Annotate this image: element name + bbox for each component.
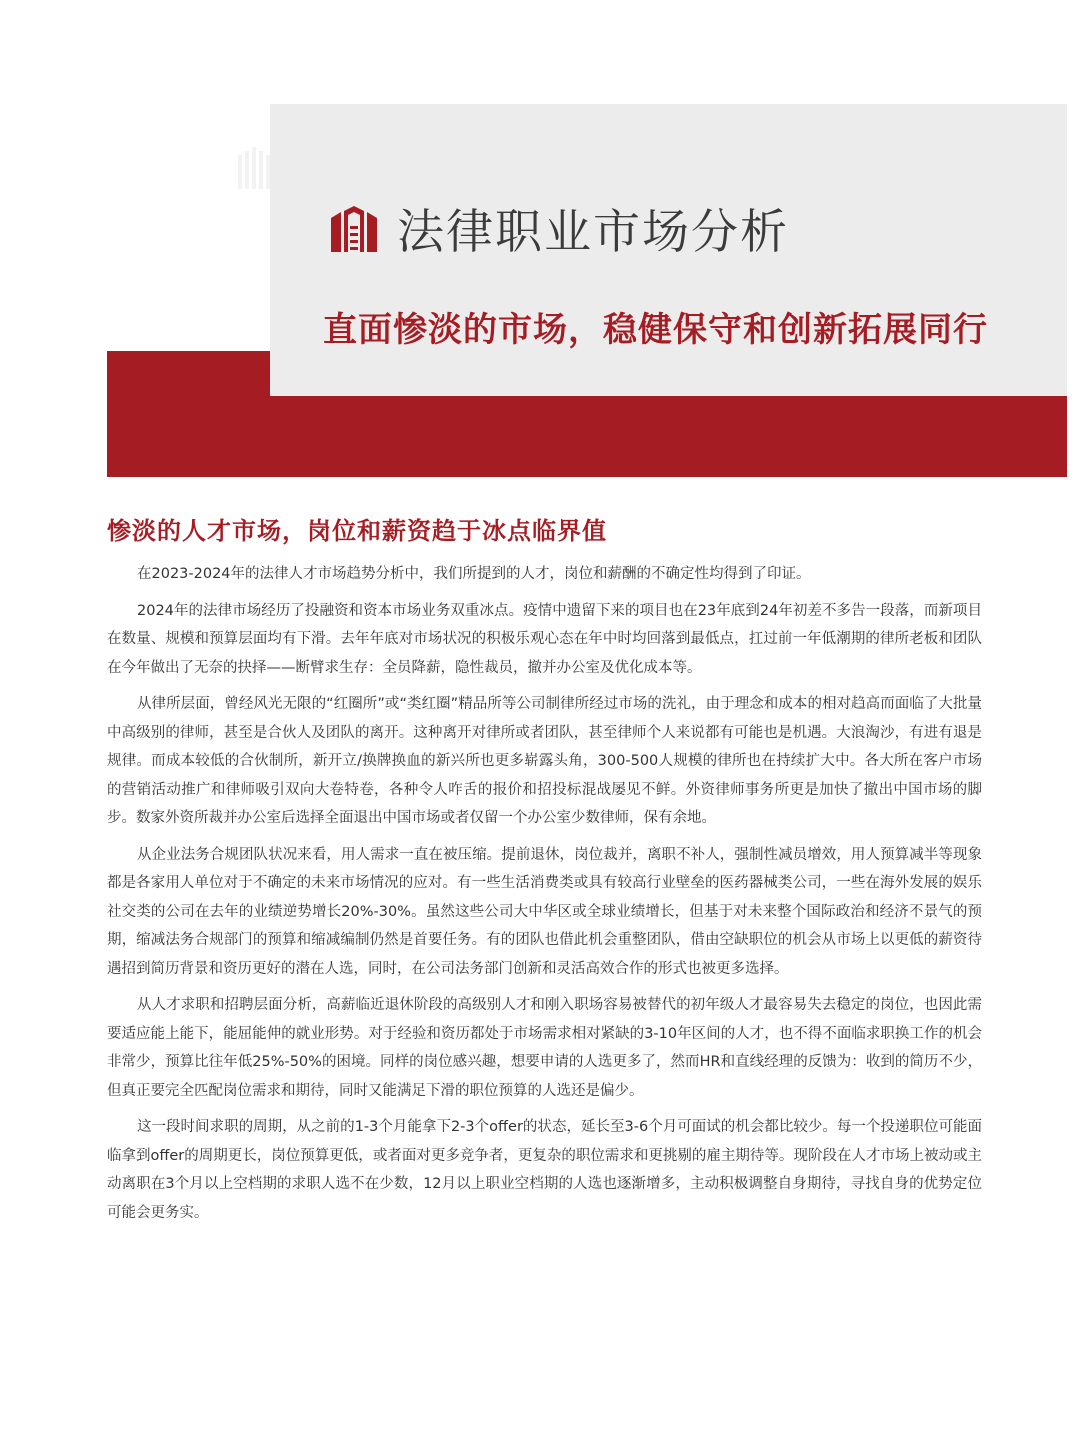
paragraph: 从律所层面，曾经风光无限的“红圈所”或“类红圈”精品所等公司制律所经过市场的洗礼，由于理念和成本的相对趋高而面临了大批量中高级别的律师，甚至是合伙人及团队的离开。这种离开对律所或者团队，甚至律师个人来说都有可能也是机遇。大浪淘沙，有进有退是规律。而成本较低的合伙制所，新开立/换牌换血的新兴所也更多崭露头角，300-500人规模的律所也在持续扩大中。各大所在客户市场的营销活动推广和律师吸引双向大卷特卷，各种令人咋舌的报价和招投标混战屡见不鲜。外资律师事务所更是加快了撤出中国市场的脚步。数家外资所裁并办公室后选择全面退出中国市场或者仅留一个办公室少数律师，保有余地。 bbox=[107, 696, 982, 826]
paragraph: 从人才求职和招聘层面分析，高薪临近退休阶段的高级别人才和刚入职场容易被替代的初年级人才最容易失去稳定的岗位，也因此需要适应能上能下，能屈能伸的就业形势。对于经验和资历都处于市场需求相对紧缺的3-10年区间的人才，也不得不面临求职换工作的机会非常少，预算比往年低25%-50%的困境。同样的岗位感兴趣，想要申请的人选更多了，然而HR和直线经理的反馈为：收到的简历不少，但真正要完全匹配岗位需求和期待，同时又能满足下滑的职位预算的人选还是偏少。 bbox=[107, 997, 982, 1099]
paragraph: 在2023-2024年的法律人才市场趋势分析中，我们所提到的人才，岗位和薪酬的不确定性均得到了印证。 bbox=[137, 566, 811, 582]
paragraph: 这一段时间求职的周期，从之前的1-3个月能拿下2-3个offer的状态，延长至3-6个月可面试的机会都比较少。每一个投递职位可能面临拿到offer的周期更长，岗位预算更低，或者面对更多竞争者，更复杂的职位需求和更挑剔的雇主期待等。现阶段在人才市场上被动或主动离职在3个月以上空档期的求职人选不在少数，12月以上职业空档期的人选也逐渐增多，主动积极调整自身期待，寻找自身的优势定位可能会更务实。 bbox=[107, 1119, 982, 1221]
page-subtitle: 直面惨淡的市场，稳健保守和创新拓展同行 bbox=[323, 310, 988, 350]
watermark-logo-icon bbox=[236, 145, 272, 191]
firm-logo-icon bbox=[325, 204, 383, 254]
article-body bbox=[107, 560, 982, 1235]
section-heading: 惨淡的人才市场，岗位和薪资趋于冰点临界值 bbox=[107, 517, 607, 545]
header-title-row bbox=[325, 195, 789, 262]
page-title: 法律职业市场分析 bbox=[397, 205, 789, 260]
paragraph: 2024年的法律市场经历了投融资和资本市场业务双重冰点。疫情中遗留下来的项目也在23年底到24年初差不多告一段落，而新项目在数量、规模和预算层面均有下滑。去年年底对市场状况的积极乐观心态在年中时均回落到最低点，扛过前一年低潮期的律所老板和团队在今年做出了无奈的抉择——断臂求生存：全员降薪，隐性裁员，撤并办公室及优化成本等。 bbox=[107, 602, 982, 676]
paragraph: 从企业法务合规团队状况来看，用人需求一直在被压缩。提前退休，岗位裁并，离职不补人，强制性减员增效，用人预算减半等现象都是各家用人单位对于不确定的未来市场情况的应对。有一些生活消费类或具有较高行业壁垒的医药器械类公司，一些在海外发展的娱乐社交类的公司在去年的业绩逆势增长20%-30%。虽然这些公司大中华区或全球业绩增长，但基于对未来整个国际政治和经济不景气的预期，缩减法务合规部门的预算和缩减编制仍然是首要任务。有的团队也借此机会重整团队，借由空缺职位的机会从市场上以更低的薪资待遇招到简历背景和资历更好的潜在人选，同时，在公司法务部门创新和灵活高效合作的形式也被更多选择。 bbox=[107, 846, 982, 977]
